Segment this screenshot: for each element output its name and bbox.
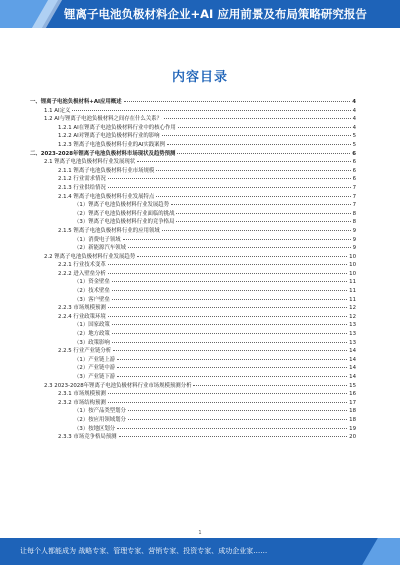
toc-entry[interactable]	[30, 175, 356, 184]
toc-entry-label: 2.1.2 行业需求情况	[58, 176, 106, 183]
toc-entry-page: 11	[349, 288, 356, 295]
toc-entry-page: 6	[352, 150, 356, 157]
toc-entry-page: 11	[349, 279, 356, 286]
toc-entry[interactable]	[30, 425, 356, 434]
toc-entry-page: 20	[349, 434, 356, 441]
toc-leader-dots	[137, 161, 350, 162]
toc-entry-page: 15	[349, 382, 356, 389]
toc-entry[interactable]	[30, 399, 356, 408]
toc-entry-page: 10	[349, 262, 356, 269]
toc-entry-page: 4	[352, 116, 356, 123]
toc-leader-dots	[108, 393, 347, 394]
toc-entry-label: 一、锂离子电池负极材料+AI应用概述	[30, 99, 122, 105]
toc-leader-dots	[128, 247, 351, 248]
toc-leader-dots	[113, 350, 347, 351]
toc-leader-dots	[119, 436, 348, 437]
toc-leader-dots	[108, 316, 347, 317]
toc-leader-dots	[171, 204, 350, 205]
toc-leader-dots	[176, 213, 350, 214]
toc-entry-label: （3）产业链下游	[74, 374, 116, 380]
toc-entry[interactable]	[30, 244, 356, 253]
toc-entry-page: 5	[352, 133, 356, 140]
toc-entry-page: 4	[352, 107, 356, 114]
toc-entry[interactable]	[30, 124, 356, 133]
toc-entry-page: 13	[349, 339, 356, 346]
toc-entry-page: 14	[349, 348, 356, 355]
toc-leader-dots	[112, 324, 347, 325]
toc-entry-label: 2.2.3 市场规模预测	[58, 305, 106, 312]
toc-leader-dots	[72, 110, 350, 111]
toc-entry-page: 6	[352, 159, 356, 166]
toc-entry-label: 2.2.4 行业政策环境	[58, 313, 106, 320]
toc-entry-page: 10	[349, 253, 356, 260]
toc-entry-page: 18	[349, 416, 356, 423]
toc-entry[interactable]	[30, 278, 356, 287]
toc-entry-label: 2.2.5 行业产业链分析	[58, 348, 112, 355]
toc-entry-label: （1）消费电子领域	[74, 236, 121, 243]
toc-entry[interactable]	[30, 416, 356, 425]
toc-entry-label: （2）技术壁垒	[74, 288, 110, 295]
toc-entry-page: 16	[349, 391, 356, 398]
toc-entry-page: 18	[349, 408, 356, 415]
toc-entry[interactable]	[30, 218, 356, 227]
toc-leader-dots	[108, 178, 351, 179]
toc-heading: 内容目录	[171, 70, 228, 85]
toc-leader-dots	[117, 376, 347, 377]
toc-entry-page: 13	[349, 331, 356, 338]
toc-entry-label: 1.2.2 AI对锂离子电池负极材料行业的影响	[58, 133, 160, 140]
toc-entry[interactable]	[30, 364, 356, 373]
toc-entry-page: 9	[352, 245, 356, 252]
toc-entry-page: 8	[352, 210, 356, 217]
toc-entry-label: 2.3.2 市场结构预测	[58, 399, 106, 406]
toc-entry[interactable]	[30, 304, 356, 313]
toc-entry[interactable]	[30, 321, 356, 330]
toc-leader-dots	[112, 333, 347, 334]
toc-entry-label: 2.2 锂离子电池负极材料行业发展趋势	[44, 253, 136, 260]
toc-leader-dots	[117, 428, 347, 429]
toc-leader-dots	[167, 144, 351, 145]
toc-entry[interactable]	[30, 287, 356, 296]
toc-entry-page: 12	[349, 305, 356, 312]
toc-leader-dots	[178, 127, 351, 128]
toc-entry[interactable]	[30, 236, 356, 245]
toc-entry-label: （2）产业链中游	[74, 365, 116, 372]
toc-entry-page: 8	[352, 219, 356, 226]
toc-entry-label: （1）资金壁垒	[74, 279, 110, 286]
toc-entry-label: 2.3.1 市场规模预测	[58, 391, 106, 398]
page-footer	[0, 538, 400, 565]
report-title: 锂离子电池负极材料企业+AI 应用前景及布局策略研究报告	[64, 7, 367, 21]
toc-entry-label: （2）新能源汽车领域	[74, 245, 126, 252]
toc-leader-dots	[193, 385, 347, 386]
toc-entry-page: 9	[352, 236, 356, 243]
toc-entry-label: （1）锂离子电池负极材料行业发展趋势	[74, 202, 170, 209]
toc-entry[interactable]	[30, 296, 356, 305]
toc-entry-page: 4	[352, 99, 356, 105]
toc-entry[interactable]	[30, 261, 356, 270]
toc-leader-dots	[177, 153, 350, 154]
toc-entry[interactable]	[30, 210, 356, 219]
toc-entry-page: 7	[352, 202, 356, 209]
toc-leader-dots	[112, 342, 347, 343]
toc-entry[interactable]	[30, 193, 356, 202]
toc-entry-label: （1）国家政策	[74, 322, 110, 329]
toc-entry[interactable]	[30, 270, 356, 279]
toc-entry-page: 10	[349, 270, 356, 277]
toc-entry[interactable]	[30, 184, 356, 193]
toc-entry-page: 14	[349, 374, 356, 380]
toc-entry-label: 1.2.3 锂离子电池负极材料行业的AI实践案例	[58, 141, 165, 148]
toc-entry[interactable]	[30, 98, 356, 107]
toc-entry-page: 6	[352, 176, 356, 183]
toc-entry-label: （2）地方政策	[74, 331, 110, 338]
toc-entry-page: 5	[352, 141, 356, 148]
toc-entry[interactable]	[30, 167, 356, 176]
toc-entry-page: 14	[349, 365, 356, 372]
toc-entry-page: 7	[352, 184, 356, 191]
toc-entry-label: （2）锂离子电池负极材料行业面临的挑战	[74, 210, 175, 217]
toc-leader-dots	[108, 273, 347, 274]
toc-entry-label: 2.2.1 行业技术变革	[58, 262, 106, 269]
toc-leader-dots	[128, 419, 347, 420]
toc-leader-dots	[137, 256, 347, 257]
toc-entry[interactable]	[30, 339, 356, 348]
toc-leader-dots	[117, 367, 347, 368]
toc-entry[interactable]	[30, 347, 356, 356]
toc-entry-label: 2.1.3 行业供给情况	[58, 184, 106, 191]
toc-entry-page: 4	[352, 124, 356, 131]
toc-leader-dots	[112, 281, 347, 282]
toc-leader-dots	[128, 410, 347, 411]
toc-entry-page: 6	[352, 167, 356, 174]
toc-entry[interactable]	[30, 407, 356, 416]
toc-entry[interactable]	[30, 115, 356, 124]
toc-entry-label: 2.1 锂离子电池负极材料行业发展现状	[44, 159, 136, 166]
page-number: 1	[198, 530, 202, 536]
toc-leader-dots	[162, 230, 351, 231]
toc-entry-page: 7	[352, 193, 356, 200]
toc-leader-dots	[112, 299, 347, 300]
toc-leader-dots	[108, 264, 347, 265]
toc-entry-page: 13	[349, 322, 356, 329]
toc-entry-label: （3）政策影响	[74, 339, 110, 346]
toc-entry[interactable]	[30, 158, 356, 167]
toc-entry-label: 2.1.5 锂离子电池负极材料行业的应用领域	[58, 227, 160, 234]
toc-entry-page: 9	[352, 227, 356, 234]
toc-entry-label: （2）按应用领域划分	[74, 416, 126, 423]
toc-entry-page: 14	[349, 356, 356, 363]
toc-entry-page: 19	[349, 425, 356, 432]
toc-entry-label: 2.3.3 市场竞争格局预测	[58, 434, 117, 441]
toc-entry-label: 2.3 2023-2028年锂离子电池负极材料行业市场规模预测分析	[44, 382, 192, 389]
toc-entry-label: （3）按地区划分	[74, 425, 116, 432]
toc-leader-dots	[108, 187, 351, 188]
toc-entry[interactable]	[30, 390, 356, 399]
toc-entry-label: （3）锂离子电池负极材料行业的竞争格局	[74, 219, 175, 226]
toc-entry[interactable]	[30, 382, 356, 391]
toc-entry[interactable]	[30, 201, 356, 210]
toc-entry-label: （1）按产品类型划分	[74, 408, 126, 415]
toc-entry-label: 2.1.1 锂离子电池负极材料行业市场规模	[58, 167, 155, 174]
toc-entry[interactable]	[30, 356, 356, 365]
toc-entry-label: 1.2.1 AI在锂离子电池负极材料行业中的核心作用	[58, 124, 176, 131]
toc-entry[interactable]	[30, 313, 356, 322]
toc-entry-page: 17	[349, 399, 356, 406]
toc-leader-dots	[124, 101, 351, 102]
toc-entry[interactable]	[30, 132, 356, 141]
toc-entry[interactable]	[30, 253, 356, 262]
toc-entry[interactable]	[30, 373, 356, 382]
toc-entry[interactable]	[30, 227, 356, 236]
toc-leader-dots	[176, 221, 350, 222]
footer-slogan: 让每个人都能成为 战略专家、管理专家、营销专家、投资专家、成功企业家……	[20, 547, 268, 555]
toc-entry-page: 11	[349, 296, 356, 303]
table-of-contents	[30, 98, 356, 442]
toc-leader-dots	[112, 290, 347, 291]
toc-entry[interactable]	[30, 150, 356, 159]
toc-leader-dots	[156, 196, 350, 197]
toc-entry-label: 1.1 AI定义	[44, 107, 71, 114]
toc-entry[interactable]	[30, 330, 356, 339]
toc-leader-dots	[164, 118, 351, 119]
toc-leader-dots	[123, 239, 351, 240]
toc-entry[interactable]	[30, 107, 356, 116]
toc-entry-page: 12	[349, 313, 356, 320]
toc-entry-label: 2.2.2 进入壁垒分析	[58, 270, 106, 277]
toc-entry-label: 2.1.4 锂离子电池负极材料行业发展特点	[58, 193, 155, 200]
page-header	[0, 0, 400, 28]
toc-leader-dots	[162, 135, 351, 136]
toc-entry-label: （1）产业链上游	[74, 356, 116, 363]
toc-entry[interactable]	[30, 141, 356, 150]
toc-leader-dots	[108, 402, 347, 403]
toc-leader-dots	[117, 359, 347, 360]
toc-leader-dots	[156, 170, 350, 171]
toc-entry-label: 1.2 AI与锂离子电池负极材料之间存在什么关系？	[44, 116, 162, 123]
toc-entry[interactable]	[30, 433, 356, 442]
toc-leader-dots	[108, 307, 347, 308]
toc-entry-label: （3）客户壁垒	[74, 296, 110, 303]
toc-entry-label: 二、2023-2028年锂离子电池负极材料市场现状及趋势预测	[30, 150, 176, 157]
